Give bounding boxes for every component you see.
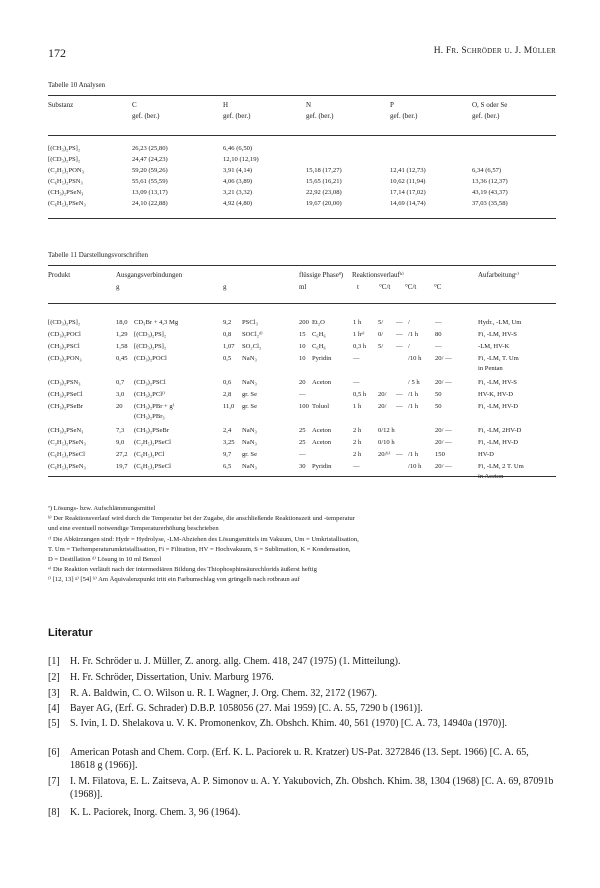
t11-ph: Aceton	[312, 439, 332, 446]
t11-auf: Fi, -LM, HV-D	[478, 403, 519, 410]
t10-cell: 15,18 (17,27)	[306, 167, 342, 174]
t11-v3: /1 h	[408, 331, 419, 338]
t11-ml: 100	[299, 403, 309, 410]
t11-a2: SO₂Cl₂	[242, 343, 262, 350]
t11-prod: (CD₃)₂POCl	[48, 331, 81, 338]
t11-v1: 0/	[378, 331, 384, 338]
t11-auf: Hydr., -LM, Um	[478, 319, 522, 326]
t11-v4: 20/ —	[435, 355, 452, 362]
t11-v4: 20/ —	[435, 439, 452, 446]
t11-ph: Et₂O	[312, 319, 325, 326]
t10-col-header: C	[132, 101, 137, 109]
footnote-line: ᵉ⁾ Die Reaktion verläuft nach der intermediären Bildung des Thiophosphinsäurechlorids äußerst heftig	[48, 566, 317, 574]
t10-cell: 26,23 (25,80)	[132, 145, 168, 152]
t10-substance: [(CD₃)₂PS]₂	[48, 156, 81, 163]
t10-cell: 12,41 (12,73)	[390, 167, 426, 174]
t11-g1: 19,7	[116, 463, 128, 470]
t11-a2: NaN₃	[242, 379, 257, 386]
t11-g1: 20	[116, 403, 123, 410]
t11-ml: —	[299, 451, 306, 458]
t11-auf: HV-K, HV-D	[478, 391, 514, 398]
t11-prod: (C₆H₅)₂PSeCl	[48, 451, 85, 458]
t11-a2: gr. Se	[242, 391, 258, 398]
t11-auf: Fi, -LM, HV-S	[478, 331, 517, 338]
t11-col-c3: °C	[434, 283, 442, 291]
footnote-line: ᶠ⁾ [12, 13] ᵍ⁾ [54] ʰ⁾ Am Äquivalenzpunkt tritt ein Farbumschlag von grüngelb nach rotbraun auf	[48, 576, 300, 584]
t11-g1: 0,45	[116, 355, 128, 362]
t10-col-header: H	[223, 101, 229, 109]
t11-t: 0,3 h	[353, 343, 367, 350]
t10-cell: 15,65 (16,21)	[306, 178, 342, 185]
t11-a2: gr. Se	[242, 451, 258, 458]
t11-auf-cont: in Aceton	[478, 473, 504, 480]
t11-t: 1 hᵉ⁾	[353, 331, 365, 338]
t10-cell: 43,19 (43,37)	[472, 189, 508, 196]
t11-v2: —	[396, 391, 403, 398]
table10-bottom-rule	[48, 218, 556, 219]
t11-col-verlauf: Reaktionsverlaufᵇ⁾	[352, 271, 404, 279]
t11-a1: (C₂H₅)₂PSeCl	[134, 439, 171, 446]
t11-prod: (CH₃)₂PSeCl	[48, 391, 83, 398]
t11-auf: HV-D	[478, 451, 494, 458]
t11-g2: 1,07	[223, 343, 235, 350]
t11-g2: 0,8	[223, 331, 232, 338]
reference-number: [7]	[48, 776, 60, 787]
reference-text: S. Ivin, I. D. Shelakova u. V. K. Promonenkov, Zh. Obshch. Khim. 40, 561 (1970) [C. A. 73, 14940a (1970)].	[70, 718, 508, 729]
t11-g2: 2,4	[223, 427, 232, 434]
t11-ml: 25	[299, 427, 306, 434]
t10-cell: 6,46 (6,50)	[223, 145, 253, 152]
t11-g2: 2,8	[223, 391, 232, 398]
t10-cell: 13,36 (12,37)	[472, 178, 508, 185]
t11-ml: 30	[299, 463, 306, 470]
t11-g1: 9,0	[116, 439, 125, 446]
table11-bottom-rule	[48, 476, 556, 477]
table10-top-rule	[48, 95, 556, 96]
footnote-line: ª) Lösungs- bzw. Aufschlämmungsmittel	[48, 505, 156, 512]
t11-col-g1: g	[116, 283, 120, 291]
t10-cell: 13,09 (13,17)	[132, 189, 168, 196]
t11-t: 0,5 h	[353, 391, 367, 398]
t11-v3: /1 h	[408, 391, 419, 398]
t10-cell: 37,03 (35,58)	[472, 200, 508, 207]
t10-col-subheader: gef. (ber.)	[390, 112, 418, 120]
t11-ml: —	[299, 391, 306, 398]
t11-ml: 20	[299, 379, 306, 386]
t11-ml: 10	[299, 343, 306, 350]
t11-ph: Aceton	[312, 379, 332, 386]
t11-a1: (CH₃)₂PBr + g⁾	[134, 403, 175, 410]
t10-cell: 3,21 (3,32)	[223, 189, 253, 196]
reference-number: [2]	[48, 672, 60, 683]
t11-v3: /1 h	[408, 403, 419, 410]
t11-ph: C₆H₆	[312, 331, 326, 338]
t11-v4: 20/ —	[435, 427, 452, 434]
t11-v4: 20/ —	[435, 463, 452, 470]
t11-v4: 20/ —	[435, 379, 452, 386]
t11-a2: NaN₃	[242, 427, 257, 434]
t11-t: 1 h	[353, 319, 362, 326]
t11-prod: (CH₃)₂PSeBr	[48, 403, 84, 410]
t10-cell: 59,20 (59,26)	[132, 167, 168, 174]
t10-col-header: Substanz	[48, 101, 74, 109]
t11-g2: 0,6	[223, 379, 232, 386]
footnote-line: T. Um = Tieftemperaturumkristallisation, Fi = Filtration, HV = Hochvakuum, S = Sublimation, K = Kondensation,	[48, 545, 351, 553]
t11-v3: /10 h	[408, 463, 422, 470]
t10-substance: (C₆H₅)₂PSN₃	[48, 178, 83, 185]
t11-prod: (CH₃)₂PSCl	[48, 343, 80, 350]
t11-ml: 15	[299, 331, 306, 338]
footnote-line: ᶜ⁾ Die Abkürzungen sind: Hydr = Hydrolyse, -LM-Abziehen des Lösungsmittels im Vakuum, Um = Umkristallisation,	[48, 535, 359, 543]
t11-g2: 11,0	[223, 403, 235, 410]
reference-number: [8]	[48, 807, 60, 818]
t11-auf: -LM, HV-K	[478, 343, 510, 350]
t11-auf: Fi, -LM, HV-D	[478, 439, 519, 446]
reference-text: American Potash and Chem. Corp. (Erf. K. L. Paciorek u. R. Kratzer) US-Pat. 3272846 (13. Sept. 1966) [C. A. 65, 18618 g (1966)].	[70, 747, 529, 771]
reference-text: Bayer AG, (Erf. G. Schrader) D.B.P. 1058056 (27. Mai 1959) [C. A. 55, 7290 b (1961)].	[70, 703, 423, 714]
t11-v3: /	[408, 343, 410, 350]
reference-number: [4]	[48, 703, 60, 714]
t11-v1: 20/ʰ⁾	[378, 451, 391, 458]
t10-cell: 3,91 (4,14)	[223, 167, 253, 174]
t11-t: 2 h	[353, 427, 362, 434]
t10-substance: (C₆H₅)₂PSeN₃	[48, 200, 86, 207]
footnote-line: ᵇ⁾ Der Reaktionsverlauf wird durch die Temperatur bei der Zugabe, die anschließende Reaktionszeit und -temperatur	[48, 515, 355, 523]
t11-col-phase: flüssige Phaseª)	[299, 271, 344, 279]
t11-v4: —	[435, 319, 442, 326]
t11-g2: 9,2	[223, 319, 232, 326]
t11-col-c2: °C/t	[405, 283, 417, 291]
t11-a2: SOCl₂ᵈ⁾	[242, 331, 263, 338]
t11-ph: Pyridin	[312, 463, 332, 470]
table11-top-rule	[48, 265, 556, 266]
t10-col-subheader: gef. (ber.)	[223, 112, 251, 120]
t11-t: —	[353, 463, 360, 470]
t11-col-c1: °C/t	[379, 283, 391, 291]
footnote-line: D = Destillation ᵈ⁾ Lösung in 10 ml Benzol	[48, 556, 162, 563]
t10-col-header: O, S oder Se	[472, 101, 508, 109]
t11-ph: Toluol	[312, 403, 330, 410]
reference-number: [3]	[48, 688, 60, 699]
t11-a1: [(CD₃)₂PS]₂	[134, 331, 167, 338]
t11-a1-cont: (CH₃)₂PBr₃	[134, 413, 165, 420]
table10-header-rule	[48, 135, 556, 136]
t11-v4: —	[435, 343, 442, 350]
t11-ml: 200	[299, 319, 309, 326]
t11-ph: C₆H₆	[312, 343, 326, 350]
t11-t: 2 h	[353, 451, 362, 458]
t11-g2: 6,5	[223, 463, 232, 470]
footnote-line: und eine eventuell notwendige Temperaturerhöhung beschrieben	[48, 525, 219, 533]
t11-g1: 1,29	[116, 331, 128, 338]
t11-v1: 20/	[378, 403, 387, 410]
t11-a1: (C₆H₅)₂PSeCl	[134, 463, 171, 470]
t11-v2: —	[396, 343, 403, 350]
t11-ph: Aceton	[312, 427, 332, 434]
t11-auf: Fi, -LM, 2HV-D	[478, 427, 522, 434]
t11-g1: 7,3	[116, 427, 125, 434]
t10-cell: 14,69 (14,74)	[390, 200, 426, 207]
t11-g2: 3,25	[223, 439, 235, 446]
t11-v2: —	[396, 331, 403, 338]
table10-caption: Tabelle 10 Analysen	[48, 81, 106, 89]
t11-auf-cont: in Pentan	[478, 365, 503, 372]
t10-substance: (CH₃)₂PSeN₃	[48, 189, 84, 196]
t11-a2: NaN₃	[242, 355, 257, 362]
t10-substance: (C₂H₅)₂PON₃	[48, 167, 84, 174]
t10-col-subheader: gef. (ber.)	[132, 112, 160, 120]
t11-v1: 20/	[378, 391, 387, 398]
t11-v3: /10 h	[408, 355, 422, 362]
page-number: 172	[48, 46, 66, 60]
t11-auf: Fi, -LM, 2 T. Um	[478, 463, 524, 470]
t11-prod: (C₂H₅)₂PSeN₃	[48, 439, 86, 446]
t11-auf: Fi, -LM, HV-S	[478, 379, 517, 386]
t11-a1: (CD₃)₂POCl	[134, 355, 167, 362]
t11-a1: [(CD₃)₂PS]₂	[134, 343, 167, 350]
t11-v1: 0/10 h	[378, 439, 395, 446]
t11-a2: PSCl₃	[242, 319, 258, 326]
t11-a1: (C₆H₅)₂PCl	[134, 451, 165, 458]
t11-v3: /	[408, 319, 410, 326]
t11-col-produkt: Produkt	[48, 271, 71, 279]
t11-g2: 9,7	[223, 451, 232, 458]
t11-g1: 27,2	[116, 451, 128, 458]
t10-col-header: N	[306, 101, 312, 109]
t10-cell: 17,14 (17,02)	[390, 189, 426, 196]
running-header	[48, 46, 556, 60]
reference-text: R. A. Baldwin, C. O. Wilson u. R. I. Wagner, J. Org. Chem. 32, 2172 (1967).	[70, 688, 377, 699]
t11-prod: (CD₃)₂PSN₃	[48, 379, 81, 386]
t11-t: —	[353, 355, 360, 362]
t11-ph: Pyridin	[312, 355, 332, 362]
table11-header-rule	[48, 303, 556, 304]
t11-v4: 80	[435, 331, 442, 338]
t11-prod: [(CD₃)₂PS]₂	[48, 319, 81, 326]
reference-text: I. M. Filatova, E. L. Zaitseva, A. P. Simonov u. A. Y. Yakubovich, Zh. Obshch. Khim. 38, 1304 (1968) [C. A. 69, 87091b (1968)].	[70, 776, 554, 800]
t11-ml: 10	[299, 355, 306, 362]
t10-col-subheader: gef. (ber.)	[306, 112, 334, 120]
t11-v1: 0/12 h	[378, 427, 395, 434]
reference-number: [1]	[48, 656, 60, 667]
t10-cell: 10,62 (11,94)	[390, 178, 426, 185]
t11-g1: 0,7	[116, 379, 125, 386]
t11-g1: 3,0	[116, 391, 125, 398]
t11-v2: —	[396, 319, 403, 326]
t11-ml: 25	[299, 439, 306, 446]
t11-v4: 50	[435, 391, 442, 398]
t11-g2: 0,5	[223, 355, 232, 362]
t11-v2: —	[396, 403, 403, 410]
t11-t: 2 h	[353, 439, 362, 446]
t11-col-t: t	[357, 283, 359, 291]
t10-cell: 19,67 (20,00)	[306, 200, 342, 207]
t11-prod: (C₆H₅)₂PSeN₃	[48, 463, 86, 470]
reference-number: [5]	[48, 718, 60, 729]
t10-col-subheader: gef. (ber.)	[472, 112, 500, 120]
t11-col-ml: ml	[299, 283, 307, 291]
t10-cell: 4,92 (4,80)	[223, 200, 253, 207]
t11-t: 1 h	[353, 403, 362, 410]
t11-v2: —	[396, 451, 403, 458]
t10-cell: 4,06 (3,89)	[223, 178, 253, 185]
running-head-authors: H. Fr. Schröder u. J. Müller	[433, 46, 556, 56]
t11-a1: (CH₃)₂PClᶠ⁾	[134, 391, 166, 398]
t11-a1: (CD₃)₂PSCl	[134, 379, 166, 386]
t11-auf: Fi, -LM, T. Um	[478, 355, 519, 362]
t11-v3: /1 h	[408, 451, 419, 458]
t11-v4: 50	[435, 403, 442, 410]
t11-g1: 1,58	[116, 343, 128, 350]
t11-v1: 5/	[378, 343, 384, 350]
reference-number: [6]	[48, 747, 60, 758]
t10-cell: 6,34 (6,57)	[472, 167, 502, 174]
table11-caption: Tabelle 11 Darstellungsvorschriften	[48, 251, 148, 259]
t10-cell: 12,10 (12,19)	[223, 156, 259, 163]
t11-a2: NaN₃	[242, 439, 257, 446]
t10-cell: 24,47 (24,23)	[132, 156, 168, 163]
t10-col-header: P	[390, 101, 394, 109]
t10-substance: [(CH₃)₂PS]₂	[48, 145, 81, 152]
t11-v1: 5/	[378, 319, 384, 326]
t11-t: —	[353, 379, 360, 386]
t11-v4: 150	[435, 451, 445, 458]
t11-prod: (CH₃)₂PSeN₃	[48, 427, 84, 434]
t11-col-ausgang: Ausgangsverbindungen	[116, 271, 183, 279]
t11-a1: CD₃Br + 4,3 Mg	[134, 319, 179, 326]
literature-heading: Literatur	[48, 627, 93, 639]
t11-col-aufarbeitung: Aufarbeitungᶜ⁾	[478, 271, 519, 279]
t11-v3: / 5 h	[408, 379, 420, 386]
t10-cell: 22,92 (23,08)	[306, 189, 342, 196]
reference-text: H. Fr. Schröder, Dissertation, Univ. Marburg 1976.	[70, 672, 274, 683]
t11-a1: (CH₃)₂PSeBr	[134, 427, 170, 434]
reference-text: H. Fr. Schröder u. J. Müller, Z. anorg. allg. Chem. 418, 247 (1975) (1. Mitteilung).	[70, 656, 401, 667]
t11-a2: NaN₃	[242, 463, 257, 470]
t10-cell: 55,61 (55,59)	[132, 178, 168, 185]
t11-a2: gr. Se	[242, 403, 258, 410]
t11-prod: (CD₃)₂PON₃	[48, 355, 82, 362]
t11-col-g2: g	[223, 283, 227, 291]
t11-g1: 18,0	[116, 319, 128, 326]
t10-cell: 24,10 (22,88)	[132, 200, 168, 207]
reference-text: K. L. Paciorek, Inorg. Chem. 3, 96 (1964).	[70, 807, 241, 818]
